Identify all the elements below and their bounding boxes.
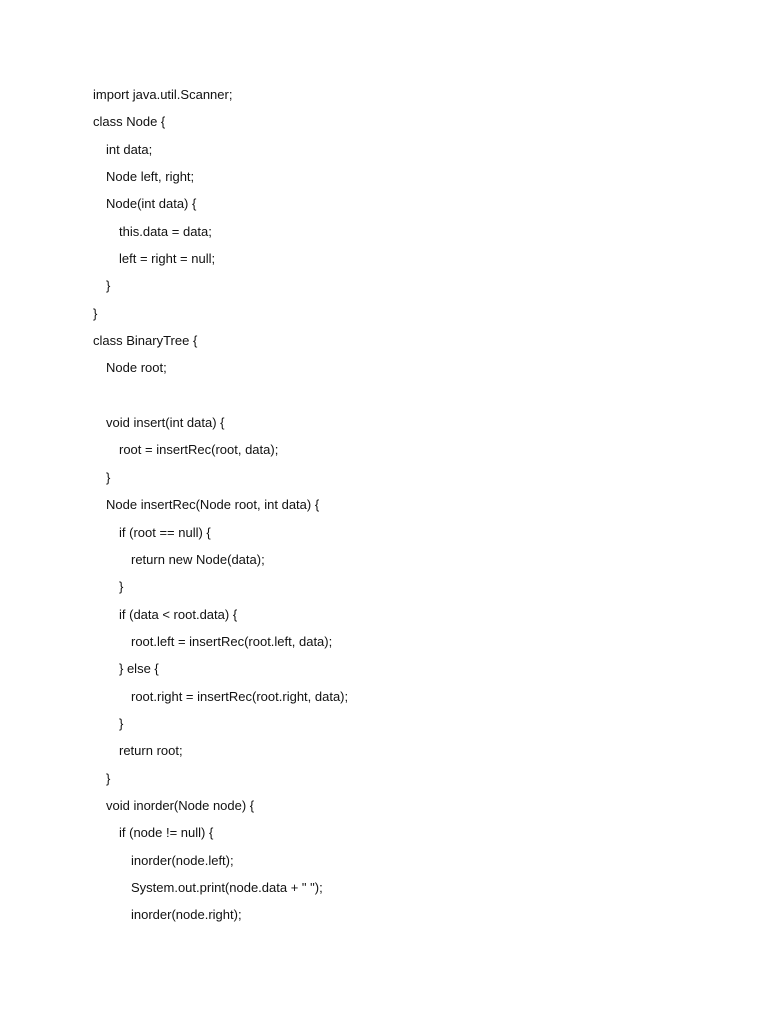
code-line: System.out.print(node.data + " "); bbox=[131, 879, 323, 895]
code-line: this.data = data; bbox=[119, 223, 212, 239]
code-line: root = insertRec(root, data); bbox=[119, 442, 279, 458]
code-line: if (node != null) { bbox=[119, 825, 214, 841]
code-line: return new Node(data); bbox=[131, 551, 265, 567]
code-line: void inorder(Node node) { bbox=[106, 797, 255, 813]
code-line: inorder(node.right); bbox=[131, 907, 242, 923]
code-line: class Node { bbox=[93, 114, 166, 130]
code-listing bbox=[93, 86, 348, 934]
code-line: } bbox=[119, 579, 124, 595]
code-line: root.right = insertRec(root.right, data); bbox=[131, 688, 349, 704]
code-line: root.left = insertRec(root.left, data); bbox=[131, 633, 333, 649]
code-line: import java.util.Scanner; bbox=[93, 87, 233, 102]
code-line: class BinaryTree { bbox=[93, 333, 198, 349]
code-line: int data; bbox=[106, 141, 153, 157]
code-line: } bbox=[106, 469, 111, 485]
code-line: } bbox=[106, 278, 111, 294]
code-line: } bbox=[93, 305, 98, 321]
code-line: if (root == null) { bbox=[119, 524, 211, 540]
code-line: return root; bbox=[119, 743, 183, 759]
code-line: void insert(int data) { bbox=[106, 415, 225, 431]
code-line: } bbox=[119, 715, 124, 731]
code-line: Node insertRec(Node root, int data) { bbox=[106, 497, 320, 513]
blank-line bbox=[93, 387, 348, 414]
code-line: Node(int data) { bbox=[106, 196, 197, 212]
code-line: if (data < root.data) { bbox=[119, 606, 238, 622]
code-line: Node root; bbox=[106, 360, 167, 376]
code-line: } bbox=[106, 770, 111, 786]
code-line: } else { bbox=[119, 661, 159, 677]
code-line: Node left, right; bbox=[106, 169, 195, 185]
code-line: left = right = null; bbox=[119, 251, 216, 267]
code-line: inorder(node.left); bbox=[131, 852, 234, 868]
